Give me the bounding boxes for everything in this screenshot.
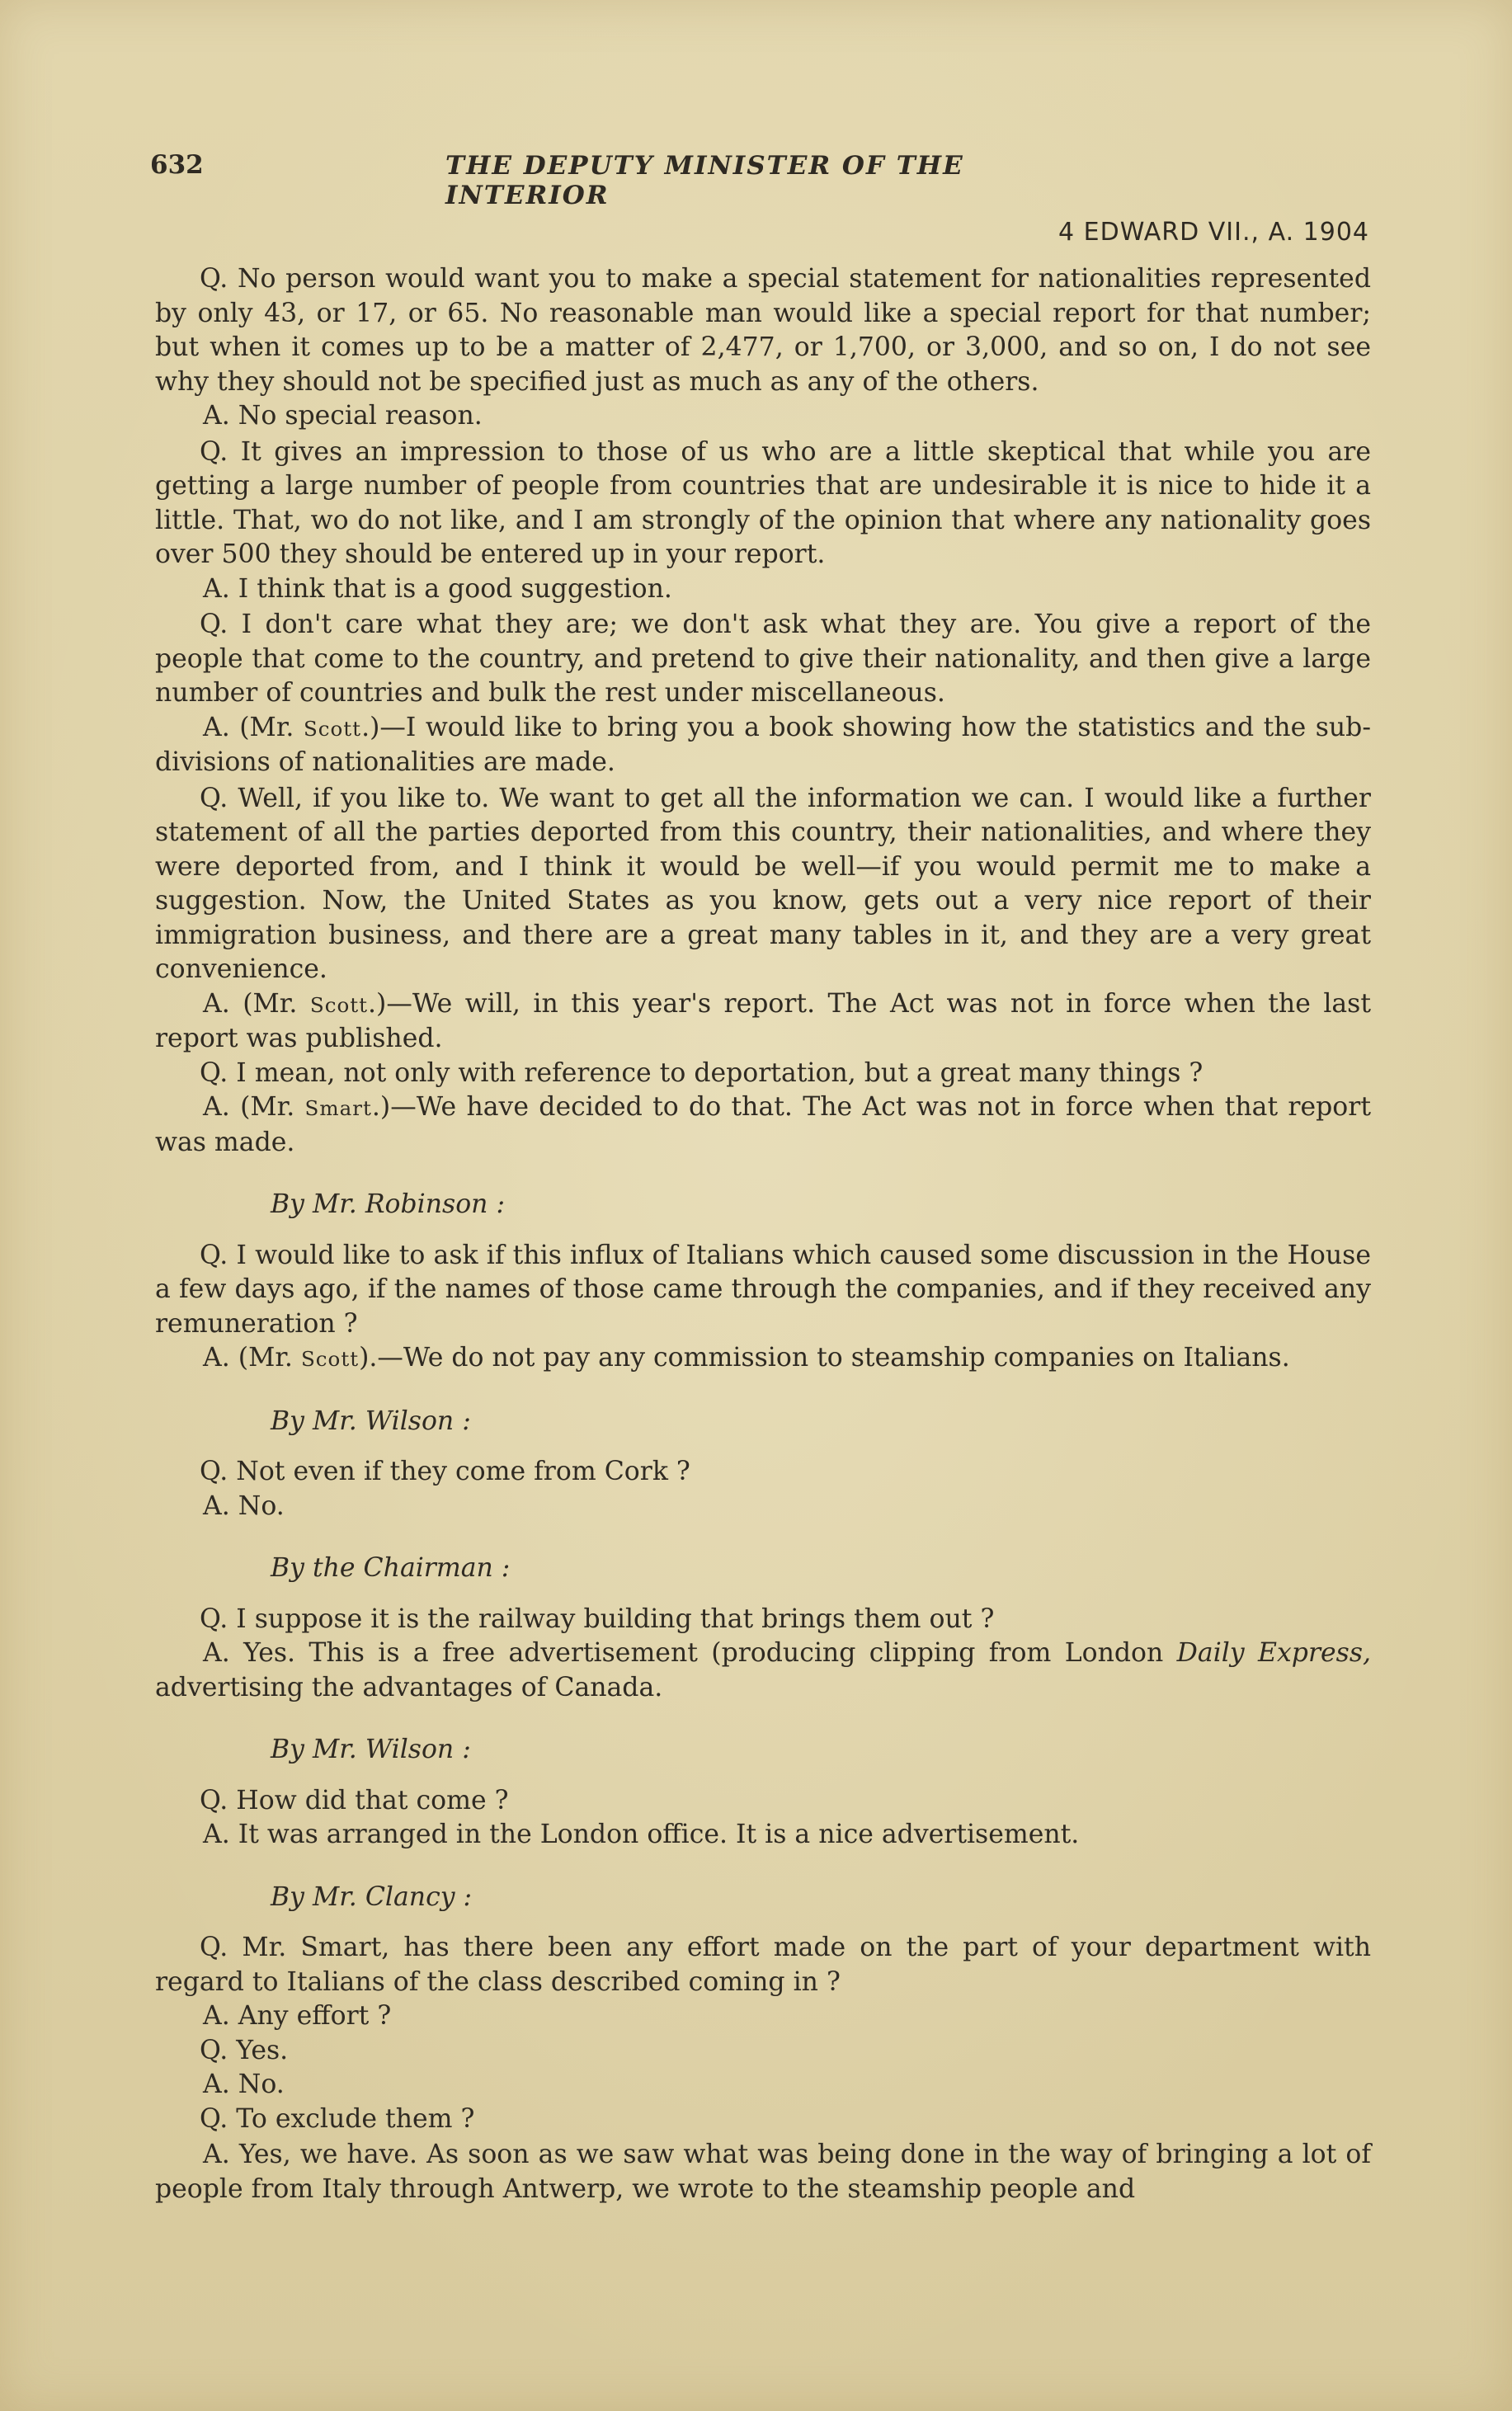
paragraph: Q. No person would want you to make a special statement for nationalities represented by only 43, or 17, or 65. No reasonable man would like a special report for that number; but when it comes up to be a matter of 2,477, or 1,700, or 3,000, and so on, I do not see why they should not be specified just as much as any of the others. [155,264,1371,397]
section-heading: By Mr. Robinson : [271,1189,506,1219]
section-heading: By Mr. Clancy : [271,1881,473,1912]
text-run: .)—We have decided to do that. The Act was not in force when that report was made. [155,1092,1371,1157]
paragraph [155,987,1371,1057]
paragraph: A. No. [203,2070,285,2099]
paragraph: A. Any effort ? [203,2001,392,2031]
text-run: A. Yes. This is a free advertisement (producing clipping from London [203,1638,1177,1668]
paragraph: Q. Well, if you like to. We want to get all the information we can. I would like a further statement of all the parties deported from this country, their nationalities, and where they were deported from, and I think it would be well—if you would permit me to make a suggestion. Now, the United States as you know, gets out a very nice report of their immigration business, and there are a great many tables in it, and they are a very great convenience. [155,783,1371,984]
text-run: A. (Mr. [203,988,310,1019]
section-heading: By the Chairman : [271,1553,511,1583]
text-run: .)—We will, in this year's report. The Act was not in force when the last report was published. [155,988,1371,1053]
text-run: A. (Mr. [203,712,304,742]
text-run: A. (Mr. [203,1343,301,1373]
paragraph: Q. How did that come ? [200,1785,509,1815]
paragraph [155,711,1371,780]
paragraph: Q. I don't care what they are; we don't ask what they are. You give a report of the people that come to the country, and pretend to give their nationality, and then give a large number of countries and bulk the rest under miscellaneous. [155,610,1371,708]
paragraph [155,1090,1371,1160]
paragraph: A. No special reason. [203,401,483,431]
paragraph: Q. I mean, not only with reference to deportation, but a great many things ? [200,1057,1203,1088]
paragraph [155,1341,1371,1377]
section-heading: By Mr. Wilson : [271,1735,471,1764]
paragraph: A. No. [203,1490,285,1521]
transcript-body [155,262,1371,2206]
paragraph: Q. To exclude them ? [200,2103,475,2134]
paragraph: A. I think that is a good suggestion. [203,573,672,604]
paragraph: Q. Mr. Smart, has there been any effort made on the part of your department with regard to Italians of the class described coming in ? [155,1933,1371,1997]
text-run: .)—I would like to bring you a book showing how the statistics and the sub-divisions of nationalities are made. [155,712,1371,777]
running-title: THE DEPUTY MINISTER OF THE INTERIOR [445,151,964,210]
speaker-name: Scott [309,992,369,1017]
paragraph: Q. Yes. [200,2035,289,2065]
text-run: A. (Mr. [203,1092,305,1122]
paragraph: Q. I would like to ask if this influx of Italians which caused some discussion in the House a few days ago, if the names of those came through the companies, and if they received any remuneration ? [155,1240,1371,1339]
paragraph: Q. I suppose it is the railway building that brings them out ? [200,1603,995,1634]
publication-title: Daily Express, [1176,1638,1371,1668]
text-run: ).—We do not pay any commission to steamship companies on Italians. [359,1343,1290,1373]
session-reference: 4 EDWARD VII., A. 1904 [1058,218,1369,247]
paragraph [155,1636,1371,1705]
paragraph: Q. It gives an impression to those of us who are a little skeptical that while you are getting a large number of people from countries that are undesirable it is nice to hide it a little. That, wo do not like, and I am strongly of the opinion that where any nationality goes over 500 they should be entered up in your report. [155,436,1371,569]
paragraph: A. Yes, we have. As soon as we saw what was being done in the way of bringing a lot of people from Italy through Antwerp, we wrote to the steamship people and [155,2140,1371,2204]
paragraph: Q. Not even if they come from Cork ? [200,1457,690,1486]
speaker-name: Scott [300,1347,360,1371]
section-heading: By Mr. Wilson : [271,1406,471,1436]
speaker-name: Smart [304,1096,372,1120]
speaker-name: Scott [303,716,362,741]
paragraph: A. It was arranged in the London office. It is a nice advertisement. [203,1820,1080,1849]
page-number: 632 [150,150,204,180]
text-run: advertising the advantages of Canada. [155,1672,663,1702]
